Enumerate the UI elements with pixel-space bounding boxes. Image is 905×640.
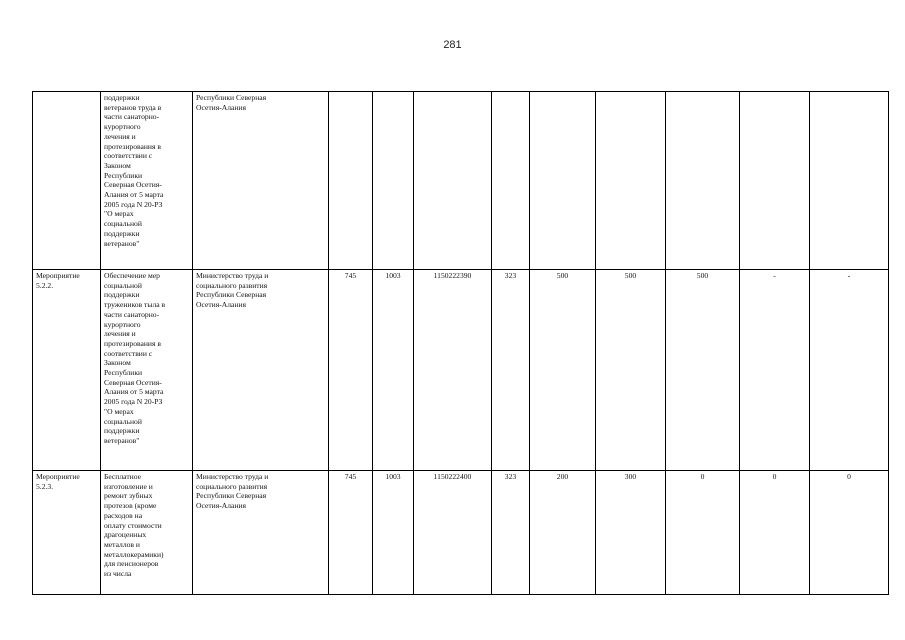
executor-line: Республики Северная bbox=[196, 93, 267, 102]
executor-cell bbox=[193, 92, 329, 270]
value-cell: 500 bbox=[530, 270, 596, 471]
description-line: Алания от 5 марта bbox=[104, 190, 164, 200]
description-line: металлов и bbox=[104, 539, 140, 549]
description-line: ветеранов" bbox=[104, 238, 140, 248]
description-line: Обеспечение мер bbox=[104, 271, 160, 280]
description-line: Республики bbox=[104, 368, 143, 378]
value-cell bbox=[810, 92, 889, 270]
description-line: ремонт зубных bbox=[104, 491, 153, 501]
grbs-cell bbox=[329, 92, 373, 270]
executor-line: Министерство труда и bbox=[196, 472, 269, 481]
value-cell: - bbox=[810, 270, 889, 471]
description-line: лечения и bbox=[104, 329, 136, 339]
description-line: протезирования в bbox=[104, 141, 161, 151]
description-line: социальной bbox=[104, 280, 142, 290]
executor-line: социального развития bbox=[196, 280, 268, 290]
rzpr-cell bbox=[373, 92, 414, 270]
description-line: ветеранов" bbox=[104, 435, 140, 445]
executor-line: Осетия-Алания bbox=[196, 102, 246, 112]
value-cell: 0 bbox=[666, 471, 740, 595]
executor-line: Республики Северная bbox=[196, 491, 267, 501]
description-text bbox=[104, 93, 190, 248]
description-line: поддержки bbox=[104, 93, 140, 102]
value-cell bbox=[740, 92, 810, 270]
event-cell bbox=[33, 92, 101, 270]
value-cell: 200 bbox=[530, 471, 596, 595]
table-row bbox=[33, 471, 889, 595]
description-text bbox=[104, 472, 190, 579]
executor-cell bbox=[193, 270, 329, 471]
description-text bbox=[104, 271, 190, 446]
description-line: поддержки bbox=[104, 290, 140, 300]
budget-table bbox=[32, 91, 889, 595]
description-cell bbox=[101, 92, 193, 270]
description-line: соответствии с bbox=[104, 348, 153, 358]
description-line: Северная Осетия- bbox=[104, 180, 162, 190]
description-line: социальной bbox=[104, 416, 142, 426]
description-line: соответствии с bbox=[104, 151, 153, 161]
table-body bbox=[33, 92, 889, 595]
description-line: 2005 года N 20-РЗ bbox=[104, 199, 163, 209]
value-cell: - bbox=[740, 270, 810, 471]
description-line: Северная Осетия- bbox=[104, 377, 162, 387]
executor-line: социального развития bbox=[196, 481, 268, 491]
table-row bbox=[33, 92, 889, 270]
value-cell bbox=[666, 92, 740, 270]
grbs-cell: 745 bbox=[329, 471, 373, 595]
executor-cell bbox=[193, 471, 329, 595]
vr-cell: 323 bbox=[492, 270, 530, 471]
description-line: драгоценных bbox=[104, 530, 147, 540]
csr-cell bbox=[414, 92, 492, 270]
value-cell: 500 bbox=[596, 270, 666, 471]
description-line: части санаторно- bbox=[104, 112, 160, 122]
description-line: части санаторно- bbox=[104, 309, 160, 319]
event-cell: Мероприятие 5.2.2. bbox=[33, 270, 101, 471]
value-cell: 0 bbox=[740, 471, 810, 595]
description-line: для пенсионеров bbox=[104, 559, 159, 569]
description-cell bbox=[101, 270, 193, 471]
vr-cell: 323 bbox=[492, 471, 530, 595]
description-line: расходов на bbox=[104, 510, 143, 520]
vr-cell bbox=[492, 92, 530, 270]
description-line: Алания от 5 марта bbox=[104, 387, 164, 397]
description-line: протезов (кроме bbox=[104, 501, 157, 511]
description-line: социальной bbox=[104, 219, 142, 229]
grbs-cell: 745 bbox=[329, 270, 373, 471]
value-cell: 300 bbox=[596, 471, 666, 595]
description-line: Бесплатное bbox=[104, 472, 141, 481]
value-cell bbox=[596, 92, 666, 270]
description-line: тружеников тыла в bbox=[104, 300, 166, 310]
executor-line: Осетия-Алания bbox=[196, 501, 246, 511]
description-line: поддержки bbox=[104, 426, 140, 436]
table-row bbox=[33, 270, 889, 471]
csr-cell: 1150222400 bbox=[414, 471, 492, 595]
description-line: протезирования в bbox=[104, 338, 161, 348]
executor-line: Министерство труда и bbox=[196, 271, 269, 280]
rzpr-cell: 1003 bbox=[373, 471, 414, 595]
description-line: "О мерах bbox=[104, 406, 134, 416]
executor-line: Республики Северная bbox=[196, 290, 267, 300]
description-line: оплату стоимости bbox=[104, 520, 162, 530]
description-line: курортного bbox=[104, 122, 141, 132]
csr-cell: 1150222390 bbox=[414, 270, 492, 471]
description-line: из числа bbox=[104, 569, 132, 579]
value-cell bbox=[530, 92, 596, 270]
description-line: Законом bbox=[104, 160, 131, 170]
page-number: 281 bbox=[443, 39, 462, 51]
description-line: "О мерах bbox=[104, 209, 134, 219]
description-line: металлокерамики) bbox=[104, 549, 164, 559]
event-cell: Мероприятие 5.2.3. bbox=[33, 471, 101, 595]
description-line: лечения и bbox=[104, 131, 136, 141]
description-cell bbox=[101, 471, 193, 595]
description-line: изготовление и bbox=[104, 481, 153, 491]
description-line: Республики bbox=[104, 170, 143, 180]
value-cell: 500 bbox=[666, 270, 740, 471]
description-line: Законом bbox=[104, 358, 131, 368]
description-line: поддержки bbox=[104, 228, 140, 238]
description-line: ветеранов труда в bbox=[104, 102, 162, 112]
value-cell: 0 bbox=[810, 471, 889, 595]
description-line: курортного bbox=[104, 319, 141, 329]
description-line: 2005 года N 20-РЗ bbox=[104, 397, 163, 407]
executor-line: Осетия-Алания bbox=[196, 300, 246, 310]
rzpr-cell: 1003 bbox=[373, 270, 414, 471]
